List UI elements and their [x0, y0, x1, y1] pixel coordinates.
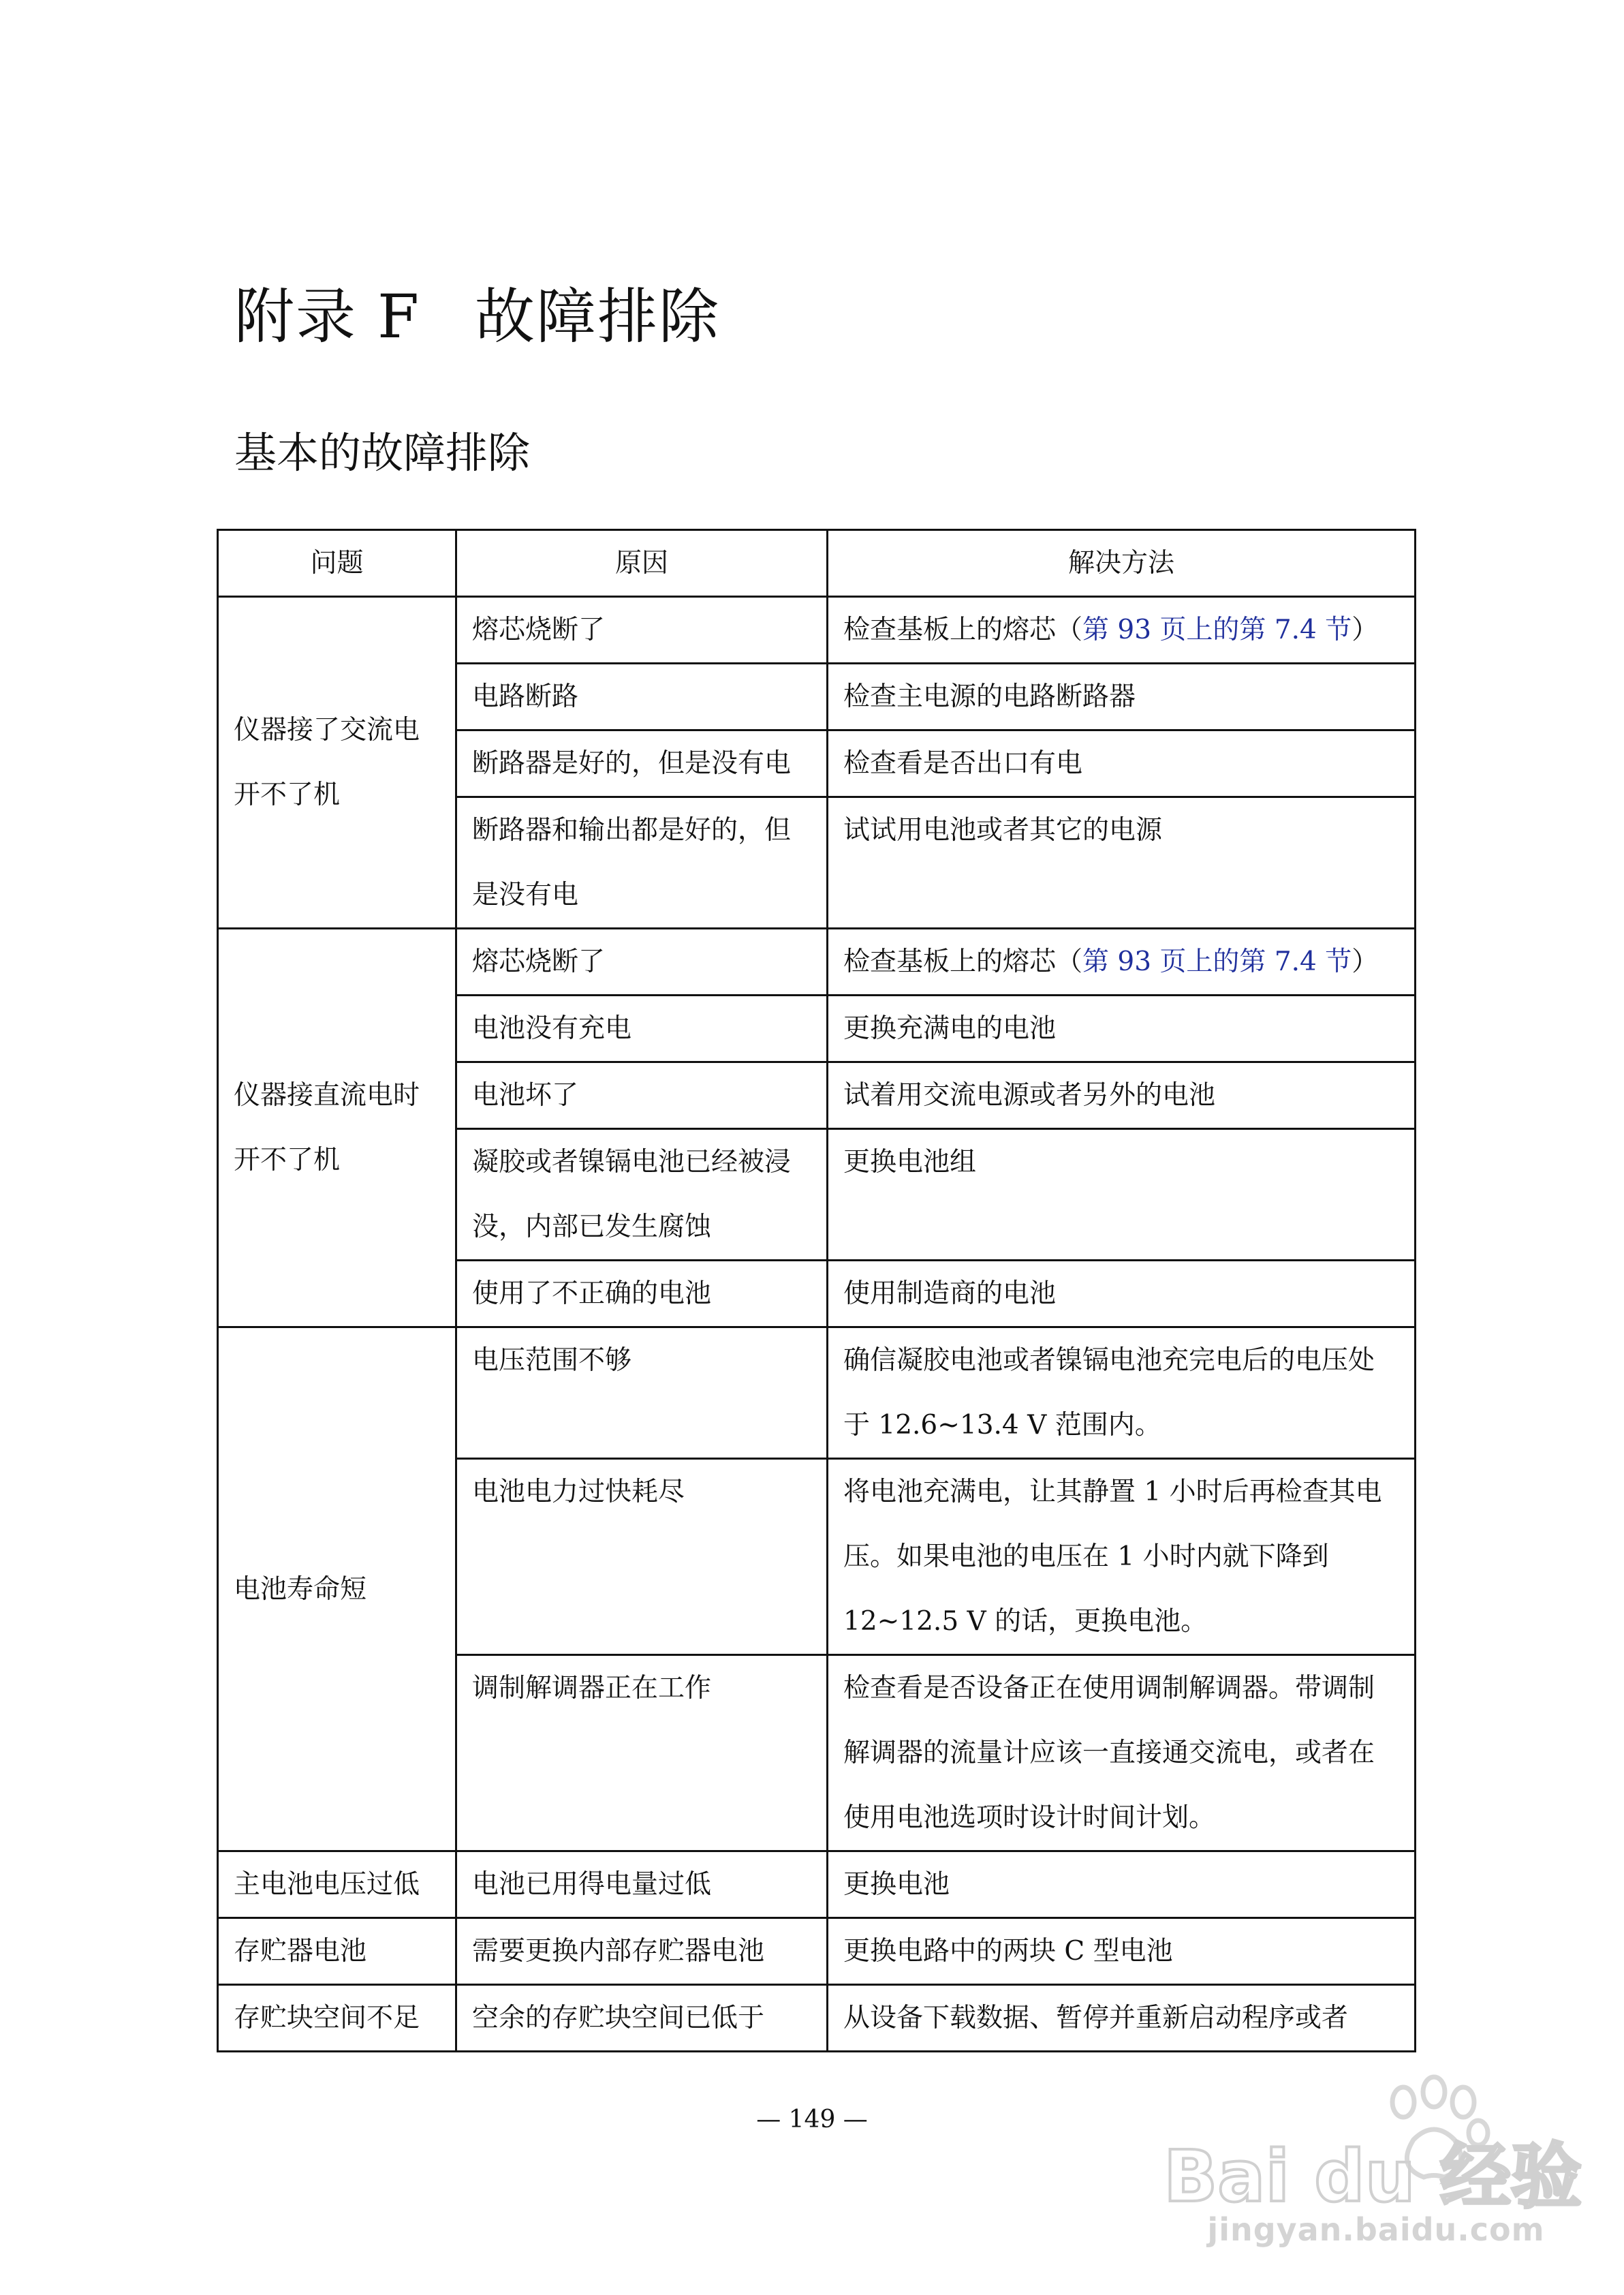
cause-cell: 熔芯烧断了: [456, 597, 828, 664]
title-topic: 故障排除: [475, 281, 721, 352]
solution-text-end: ）: [1352, 946, 1379, 977]
solution-text: 检查基板上的熔芯（: [843, 615, 1083, 645]
solution-text-end: ）: [1352, 615, 1379, 645]
solution-cell: 检查主电源的电路断路器: [828, 664, 1416, 730]
table-row: [218, 1851, 1416, 1918]
problem-cell: 仪器接直流电时开不了机: [218, 929, 456, 1327]
solution-cell: 检查看是否设备正在使用调制解调器。带调制解调器的流量计应该一直接通交流电，或者在使用电池选项时设计时间计划。: [828, 1655, 1416, 1851]
section-reference-link[interactable]: 第 93 页上的第 7.4 节: [1082, 946, 1352, 977]
page-number: — 149 —: [756, 2106, 868, 2134]
cause-cell: 使用了不正确的电池: [456, 1261, 828, 1327]
table-row: [218, 1985, 1416, 2052]
table-row: [218, 597, 1416, 664]
watermark-url: jingyan.baidu.com: [1207, 2211, 1545, 2248]
header-problem: 问题: [218, 530, 456, 597]
cause-cell: 调制解调器正在工作: [456, 1655, 828, 1851]
cause-cell: 电池电力过快耗尽: [456, 1459, 828, 1655]
cause-cell: 空余的存贮块空间已低于: [456, 1985, 828, 2052]
solution-cell: 更换电路中的两块 C 型电池: [828, 1918, 1416, 1985]
header-cause: 原因: [456, 530, 828, 597]
cause-cell: 电池坏了: [456, 1062, 828, 1129]
table-row: [218, 1327, 1416, 1459]
header-solution: 解决方法: [828, 530, 1416, 597]
cause-cell: 电池没有充电: [456, 996, 828, 1062]
solution-cell: 确信凝胶电池或者镍镉电池充完电后的电压处于 12.6~13.4 V 范围内。: [828, 1327, 1416, 1459]
table-row: [218, 1918, 1416, 1985]
problem-cell: 电池寿命短: [218, 1327, 456, 1851]
table-row: [218, 929, 1416, 996]
solution-cell: 检查看是否出口有电: [828, 730, 1416, 797]
problem-cell: 存贮器电池: [218, 1918, 456, 1985]
problem-cell: 主电池电压过低: [218, 1851, 456, 1918]
solution-cell: [828, 929, 1416, 996]
cause-cell: 断路器是好的，但是没有电: [456, 730, 828, 797]
section-reference-link[interactable]: 第 93 页上的第 7.4 节: [1082, 615, 1352, 645]
watermark-brand: Bai du 经验: [1164, 2135, 1582, 2218]
solution-cell: 更换充满电的电池: [828, 996, 1416, 1062]
cause-cell: 凝胶或者镍镉电池已经被浸没，内部已发生腐蚀: [456, 1129, 828, 1261]
solution-text: 检查基板上的熔芯（: [843, 946, 1083, 977]
cause-cell: 电路断路: [456, 664, 828, 730]
page-title: [234, 269, 720, 355]
table-header-row: [218, 530, 1416, 597]
solution-cell: 更换电池: [828, 1851, 1416, 1918]
solution-cell: 试着用交流电源或者另外的电池: [828, 1062, 1416, 1129]
solution-cell: 试试用电池或者其它的电源: [828, 797, 1416, 929]
solution-cell: 从设备下载数据、暂停并重新启动程序或者: [828, 1985, 1416, 2052]
solution-cell: 更换电池组: [828, 1129, 1416, 1261]
section-heading: 基本的故障排除: [234, 428, 531, 478]
cause-cell: 需要更换内部存贮器电池: [456, 1918, 828, 1985]
solution-cell: 将电池充满电，让其静置 1 小时后再检查其电压。如果电池的电压在 1 小时内就下降到 12~12.5 V 的话，更换电池。: [828, 1459, 1416, 1655]
title-appendix: 附录 F: [234, 281, 421, 352]
cause-cell: 熔芯烧断了: [456, 929, 828, 996]
cause-cell: 电池已用得电量过低: [456, 1851, 828, 1918]
solution-cell: 使用制造商的电池: [828, 1261, 1416, 1327]
solution-cell: [828, 597, 1416, 664]
problem-cell: 存贮块空间不足: [218, 1985, 456, 2052]
cause-cell: 电压范围不够: [456, 1327, 828, 1459]
troubleshooting-table: [217, 529, 1416, 2052]
cause-cell: 断路器和输出都是好的，但是没有电: [456, 797, 828, 929]
problem-cell: 仪器接了交流电开不了机: [218, 597, 456, 929]
